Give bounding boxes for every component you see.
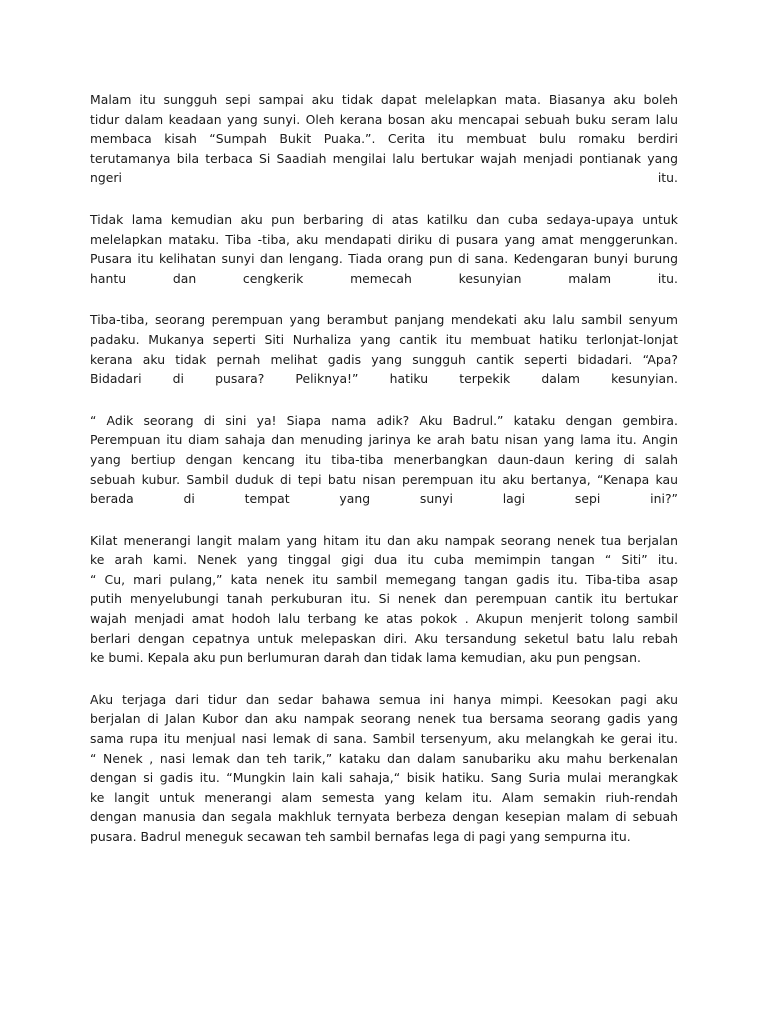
text-line: putih menyelubungi tanah perkuburan itu. Si nenek dan perempuan cantik itu bertukar xyxy=(90,591,678,607)
text-line: padaku. Mukanya seperti Siti Nurhaliza yang cantik itu membuat hatiku terlonjat-lonjat xyxy=(90,331,678,347)
text-line: ke bumi. Kepala aku pun berlumuran darah dan tidak lama kemudian, aku pun pengsan. xyxy=(90,650,641,666)
text-line: Kilat menerangi langit malam yang hitam itu dan aku nampak seorang nenek tua berjalan xyxy=(90,532,678,548)
text-line: Tidak lama kemudian aku pun berbaring di atas katilku dan cuba sedaya-upaya untuk xyxy=(90,211,678,227)
text-line: terutamanya bila terbaca Si Saadiah mengilai lalu bertukar wajah menjadi pontianak yang xyxy=(90,150,678,166)
text-line: sama rupa itu menjual nasi lemak di sana. Sambil tersenyum, aku melangkah ke gerai itu. xyxy=(90,731,678,747)
text-line: dengan manusia dan segala makhluk ternyata berbeza dengan kesepian malam di sebuah xyxy=(90,809,678,825)
text-line: “ Adik seorang di sini ya! Siapa nama adik? Aku Badrul.” kataku dengan gembira. xyxy=(90,412,678,428)
text-line: berada di tempat yang sunyi lagi sepi ini?” xyxy=(90,491,678,507)
text-line: hantu dan cengkerik memecah kesunyian malam itu. xyxy=(90,270,678,286)
text-line: Pusara itu kelihatan sunyi dan lengang. Tiada orang pun di sana. Kedengaran bunyi burung xyxy=(90,251,678,267)
text-line: Bidadari di pusara? Peliknya!” hatiku terpekik dalam kesunyian. xyxy=(90,371,678,387)
text-line: melelapkan mataku. Tiba -tiba, aku mendapati diriku di pusara yang amat menggerunkan. xyxy=(90,231,678,247)
story-paragraph xyxy=(90,411,678,509)
text-line: ke langit untuk menerangi alam semesta yang kelam itu. Alam semakin riuh-rendah xyxy=(90,789,678,805)
text-line: dengan si gadis itu. “Mungkin lain kali sahaja,“ bisik hatiku. Sang Suria mulai merangkak xyxy=(90,770,678,786)
story-paragraph xyxy=(90,690,678,847)
story-paragraph xyxy=(90,531,678,668)
text-line: yang bertiup dengan kencang itu tiba-tiba menerbangkan daun-daun kering di salah xyxy=(90,451,678,467)
story-paragraph xyxy=(90,210,678,288)
text-line: ngeri itu. xyxy=(90,170,678,186)
text-line: ke arah kami. Nenek yang tinggal gigi dua itu cuba memimpin tangan “ Siti” itu. xyxy=(90,552,678,568)
story-paragraph xyxy=(90,90,678,188)
text-line: sebuah kubur. Sambil duduk di tepi batu nisan perempuan itu aku bertanya, “Kenapa kau xyxy=(90,471,678,487)
text-line: pusara. Badrul meneguk secawan teh sambil bernafas lega di pagi yang sempurna itu. xyxy=(90,829,631,844)
text-line: Perempuan itu diam sahaja dan menuding jarinya ke arah batu nisan yang lama itu. Angin xyxy=(90,432,678,448)
text-line: kerana aku tidak pernah melihat gadis yang sungguh cantik seperti bidadari. “Apa? xyxy=(90,351,678,367)
text-line: “ Cu, mari pulang,” kata nenek itu sambil memegang tangan gadis itu. Tiba-tiba asap xyxy=(90,571,678,587)
text-line: Tiba-tiba, seorang perempuan yang berambut panjang mendekati aku lalu sambil senyum xyxy=(90,312,678,328)
text-line: Malam itu sungguh sepi sampai aku tidak dapat melelapkan mata. Biasanya aku boleh xyxy=(90,92,678,107)
story-paragraph xyxy=(90,310,678,388)
document-page xyxy=(90,90,678,869)
text-line: berjalan di Jalan Kubor dan aku nampak seorang nenek tua bersama seorang gadis yang xyxy=(90,711,678,727)
text-line: Aku terjaga dari tidur dan sedar bahawa semua ini hanya mimpi. Keesokan pagi aku xyxy=(90,691,678,707)
text-line: membaca kisah “Sumpah Bukit Puaka.”. Cerita itu membuat bulu romaku berdiri xyxy=(90,131,678,147)
text-line: berlari dengan cepatnya untuk melepaskan diri. Aku tersandung seketul batu lalu rebah xyxy=(90,630,678,646)
text-line: “ Nenek , nasi lemak dan teh tarik,” kataku dan dalam sanubariku aku mahu berkenalan xyxy=(90,750,678,766)
text-line: wajah menjadi amat hodoh lalu terbang ke atas pokok . Akupun menjerit tolong sambil xyxy=(90,611,678,627)
text-line: tidur dalam keadaan yang sunyi. Oleh kerana bosan aku mencapai sebuah buku seram lalu xyxy=(90,111,678,127)
